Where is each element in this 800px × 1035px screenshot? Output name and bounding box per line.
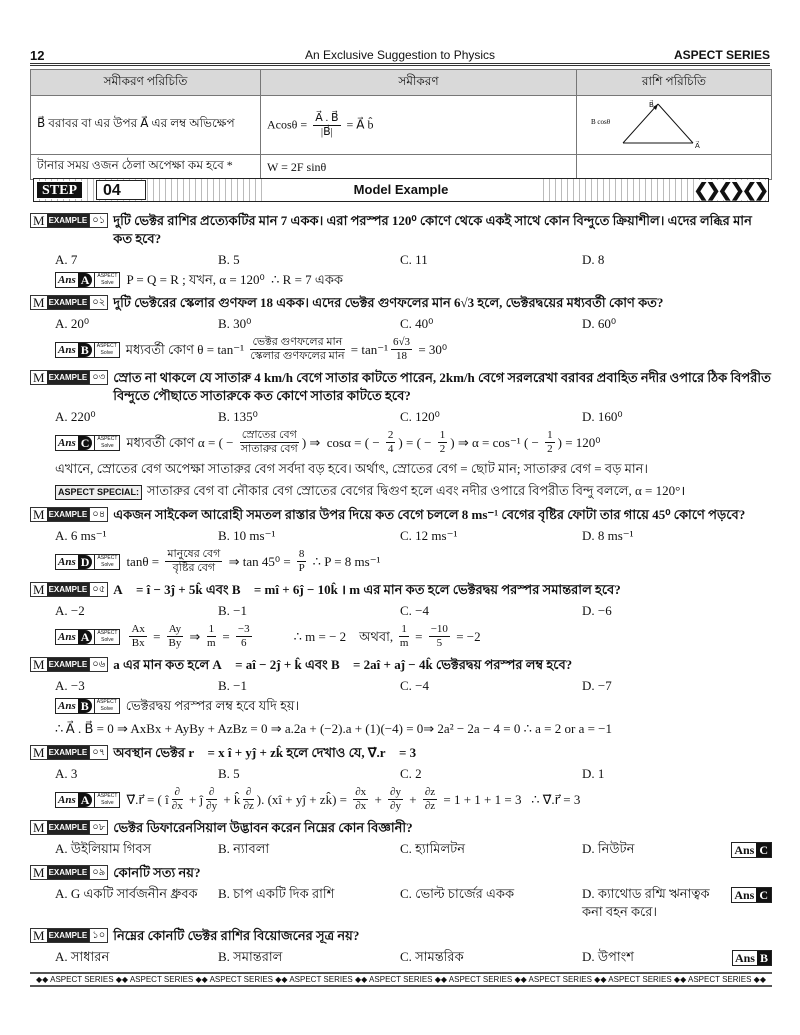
question-text: নিম্নের কোনটি ভেক্টর রাশির বিয়োজনের সূত্র নয়? [113,928,360,943]
example-block [30,864,772,921]
option-a[interactable]: A. G একটি সার্বজনীন ধ্রুবক [55,886,198,901]
solution-text: + k̂ [220,791,241,807]
solution-text: ⇒ tan 45⁰ = [225,553,294,569]
question-text: a এর মান কত হলে A⃗ = aî − 2ĵ + k̂ এবং B⃗ = 2aî + aĵ − 4k̂ ভেক্টরদ্বয় পরস্পর লম্ব হবে? [113,657,573,672]
example-block [30,744,772,813]
fraction-denominator: ∂z [243,800,254,812]
fraction-numerator: Ay [168,623,182,635]
fraction-denominator: 2 [439,443,446,455]
solution-text: ∴ m = − 2 অথবা, [254,628,397,644]
fraction [423,786,437,813]
aspect-solve-label [94,273,119,287]
example-block [30,369,772,500]
option-b[interactable]: B. −1 [218,603,248,618]
fraction [388,786,403,813]
badge-m: M [33,657,45,672]
solution-text: = [149,628,164,644]
answer-badge [55,554,120,570]
header-title: An Exclusive Suggestion to Physics [304,48,496,62]
fraction-denominator: ∂x [355,800,367,812]
solution-text: = −2 [452,628,481,644]
answer-badge [55,435,120,451]
fraction [353,786,368,813]
example-question [30,294,772,312]
fraction-numerator: ∂ [206,786,217,800]
footer-strip: ◆◆ ASPECT SERIES ◆◆ ASPECT SERIES ◆◆ ASPECT SERIES ◆◆ ASPECT SERIES ◆◆ ASPECT SERIES ◆◆ ASPECT SERIES ◆◆ ASPECT SERIES ◆◆ ASPECT SERIES ◆◆ ASPECT SERIES ◆◆ [30,972,772,987]
fraction-numerator: ∂x [355,786,367,798]
fraction-numerator: 1 [401,623,407,635]
option-c[interactable]: C. হ্যামিলটন [400,841,466,856]
aspect-solve-label [94,630,119,644]
option-b[interactable]: B. ন্যাবলা [218,841,270,856]
option-b[interactable]: B. 5 [218,252,240,267]
options-row [30,251,772,269]
fraction [297,548,307,575]
badge-example: EXAMPLE [48,373,88,382]
example-number: ০২ [89,296,107,309]
option-d[interactable]: D. 8 ms⁻¹ [582,528,634,543]
options-row [30,315,772,333]
example-number: ০৭ [89,746,107,759]
fraction [545,429,555,456]
example-block [30,927,772,966]
solution-text: ) ⇒ α = cos⁻¹ ( − [450,434,543,450]
example-block [30,581,772,650]
aspect-solve-label [94,555,119,569]
options-row [30,840,772,858]
answer-label: Ans [734,888,755,902]
fraction-numerator: Ax [131,623,145,635]
badge-m: M [33,745,45,760]
solution [55,786,772,813]
fraction-numerator: −10 [430,623,448,635]
badge-example: EXAMPLE [48,216,88,225]
options-row [30,948,772,966]
question-text: অবস্থান ভেক্টর r⃗ = x î + yĵ + zk̂ হলে দেখাও যে, ∇⃗.r⃗ = 3 [113,745,417,760]
option-c[interactable]: C. 11 [400,252,428,267]
solution-text: + [405,791,420,807]
option-b[interactable]: B. 135⁰ [218,409,258,424]
options-row [30,677,772,695]
fraction [386,429,396,456]
fraction-denominator: ∂x [171,800,183,812]
label-a: A⃗ [695,142,700,148]
answer-badge [55,342,120,358]
eq-denominator: |B⃗| [320,125,333,138]
fraction-denominator: 6 [241,637,247,649]
solution-text: ভেক্টরদ্বয় পরস্পর লম্ব হবে যদি হয়। [125,698,300,713]
option-c[interactable]: C. 120⁰ [400,409,440,424]
solution-note: এখানে, স্রোতের বেগ অপেক্ষা সাতারুর বেগ সর্বদা বড় হবে। অর্থাৎ, স্রোতের বেগ = ছোট মান; সাতারুর বেগ = বড় মান। [55,461,649,476]
example-number: ০৯ [89,866,107,879]
chevron-decoration-icon: ❮❯❮❯❮❯ [693,180,766,200]
solution [55,548,772,575]
question-text: একজন সাইকেল আরোহী সমতল রাস্তার উপর দিয়ে কত বেগে চললে 8 ms⁻¹ বেগের বৃষ্টির ফোটা তার গায়ে 45⁰ কোণে পড়বে? [113,507,746,522]
question-text: A⃗ = î − 3ĵ + 5k̂ এবং B⃗ = mî + 6ĵ − 10k̂ । m এর মান কত হলে ভেক্টরদ্বয় পরস্পর সমান্তরাল হবে? [113,582,621,597]
solution-text: = 30⁰ [415,341,448,357]
fraction-numerator: ∂ [172,786,183,800]
badge-m: M [33,213,45,228]
solution-text: ⇒ [186,628,204,644]
solution-text: + [371,791,386,807]
option-c[interactable]: C. সামন্তরিক [400,949,464,964]
aspect-special [55,482,772,500]
fraction-numerator: 1 [208,623,215,635]
examples-list [30,0,772,966]
fraction-numerator: −3 [237,623,250,635]
fraction-denominator: m [399,637,409,649]
badge-example: EXAMPLE [48,823,88,832]
example-badge [30,745,108,760]
fraction [129,623,146,650]
fraction [165,548,222,575]
badge-m: M [33,582,45,597]
row-intro: টানার সময় ওজন ঠেলা অপেক্ষা কম হবে * [31,155,261,180]
answer-letter: B [78,699,92,713]
badge-example: EXAMPLE [48,931,88,940]
option-d[interactable]: D. 8 [582,252,605,267]
example-badge [30,213,108,228]
solution-text: ). (xî + yĵ + zk̂) = [256,791,351,807]
option-b[interactable]: B. সমান্তরাল [218,949,283,964]
aspect-text: ASPECT [97,273,118,279]
option-c[interactable]: C. ভোল্ট চার্জের একক [400,886,515,901]
example-badge [30,582,108,597]
example-question [30,864,772,882]
solution-text: ) = ( − [398,434,435,450]
example-block [30,656,772,738]
fraction-numerator: ∂z [424,786,436,798]
example-question [30,656,772,674]
badge-m: M [33,507,45,522]
solution-text: মধ্যবর্তী কোণ α = ( − [126,434,237,450]
fraction-denominator: P [298,562,305,574]
solution [55,336,772,363]
fraction-numerator: ভেক্টর গুণফলের মান [250,336,344,350]
example-block [30,212,772,288]
fraction-denominator: ∂z [424,800,436,812]
question-text: ভেক্টর ডিফারেনসিয়াল উদ্ভাবন করেন নিম্নের কোন বিজ্ঞানী? [113,820,413,835]
answer-label: Ans [58,700,76,712]
fraction [207,623,217,650]
badge-example: EXAMPLE [48,868,88,877]
fraction-numerator: 6√3 [393,336,411,348]
fraction-denominator: 5 [436,637,443,649]
page-number: 12 [30,48,45,63]
option-d[interactable]: D. −7 [582,678,612,693]
badge-m: M [33,820,45,835]
question-text: দুটি ভেক্টর রাশির প্রত্যেকটির মান 7 একক। এরা পরস্পর 120⁰ কোণে থেকে একই সাথে কোন বিন্দুতে ক্রিয়াশীল। এদের লব্ধির মান কত হবে? [113,213,752,246]
fraction-denominator: সাতারুর বেগ [240,443,298,455]
solve-text: Solve [101,799,114,806]
aspect-solve-label [94,343,119,357]
section-title: Model Example [264,179,538,201]
options-row [30,527,772,545]
example-question [30,212,772,248]
fraction-denominator: 2 [547,443,553,455]
fraction-numerator: ∂ [243,786,253,800]
answer-letter: C [756,888,771,902]
fraction-denominator: ∂y [206,800,218,812]
option-b[interactable]: B. 5 [218,766,240,781]
option-a[interactable]: A. −2 [55,603,85,618]
fraction-denominator: 18 [396,350,408,362]
badge-example: EXAMPLE [48,660,88,669]
fraction [236,623,252,650]
answer-label: Ans [734,951,755,965]
badge-example: EXAMPLE [48,748,88,757]
example-question [30,369,772,405]
solution-text: ∴ P = 8 ms⁻¹ [309,553,381,569]
aspect-special-label: ASPECT SPECIAL: [55,485,142,500]
option-a[interactable]: A. 6 ms⁻¹ [55,528,107,543]
option-a[interactable]: A. উইলিয়াম গিবস [55,841,152,856]
badge-m: M [33,295,45,310]
col-header-equation: সমীকরণ [261,70,577,96]
label-bcos: B cosθ [591,118,611,126]
fraction-numerator: 1 [547,429,553,441]
example-number: ০৫ [89,583,107,596]
option-d[interactable]: D. 1 [582,766,605,781]
solution-text: মধ্যবর্তী কোণ θ = tan⁻¹ [125,341,248,357]
answer-letter: A [78,273,93,287]
answer-key [731,887,772,903]
option-a[interactable]: A. −3 [55,678,85,693]
example-badge [30,370,108,385]
example-number: ১০ [89,929,107,942]
example-badge [30,820,108,835]
example-block [30,294,772,363]
fraction [399,623,409,650]
fraction [206,786,217,813]
solve-text: Solve [101,561,114,568]
fraction-denominator: Bx [131,637,145,649]
answer-badge [55,792,120,808]
example-badge [30,657,108,672]
solution-text: = 1 + 1 + 1 = 3 ∴ ∇⃗.r⃗ = 3 [440,791,581,807]
solve-text: Solve [101,442,114,449]
answer-badge [55,629,120,645]
aspect-special-text: সাতারুর বেগ বা নৌকার বেগ স্রোতের বেগের দ্বিগুণ হলে এবং নদীর ওপারে বিপরীত বিন্দু বললে, α = 120°। [147,483,686,498]
series-name: ASPECT SERIES [673,48,770,62]
options-row [30,408,772,426]
options-row [30,885,772,921]
badge-m: M [33,370,45,385]
aspect-text: ASPECT [96,342,117,349]
answer-label: Ans [58,274,76,286]
example-question [30,744,772,762]
option-b[interactable]: B. 10 ms⁻¹ [218,528,276,543]
aspect-solve-label [94,699,119,713]
answer-letter: B [757,951,771,965]
fraction [429,623,450,650]
option-d[interactable]: D. নিউটন [582,841,635,856]
solution-text: ∇⃗.r⃗ = ( î [126,791,169,807]
eq-right: = A⃗ b̂ [346,116,374,131]
fraction [172,786,183,813]
question-text: কোনটি সত্য নয়? [113,865,201,880]
option-b[interactable]: B. 30⁰ [218,316,252,331]
solution-text: = tan⁻¹ [347,341,389,357]
solve-text: Solve [101,636,114,643]
question-text: দুটি ভেক্টরের স্কেলার গুণফল 18 একক। এদের ভেক্টর গুণফলের মান 6√3 হলে, ভেক্টরদ্বয়ের মধ্যবর্তী কোণ কত? [113,295,664,310]
question-text: স্রোত না থাকলে যে সাতারু 4 km/h বেগে সাতার কাটতে পারেন, 2km/h বেগে সরলরেখা বরাবর প্রবাহিত নদীর ওপারে ঠিক বিপরীত বিন্দুতে পৌছাতে সাতারুকে কত কোণে সাতার কাটতে হবে? [113,370,771,403]
example-badge [30,507,108,522]
col-header-intro: সমীকরণ পরিচিতি [31,70,261,96]
answer-label: Ans [58,793,76,806]
option-d[interactable]: D. উপাংশ [582,949,634,964]
solution-text: = [219,628,233,644]
fraction-denominator: By [168,637,182,649]
answer-letter: A [78,630,93,644]
fraction-denominator: m [207,637,216,649]
solution [55,623,772,650]
example-question [30,927,772,945]
option-c[interactable]: C. 2 [400,766,422,781]
solution-text: tanθ = [126,553,163,569]
option-c[interactable]: C. −4 [400,603,430,618]
solution-text: = [411,628,426,644]
answer-letter: C [756,843,771,857]
solve-text: Solve [100,706,114,712]
example-number: ০৩ [89,371,107,384]
aspect-text: ASPECT [97,629,118,636]
row-equation: W = 2F sinθ [261,155,577,180]
solution-text: P = Q = R ; যখন, α = 120⁰ ∴ R = 7 একক [126,272,344,287]
badge-m: M [33,865,45,880]
fraction [438,429,448,456]
answer-badge [55,698,120,714]
example-badge [30,928,108,943]
option-c[interactable]: C. −4 [400,678,430,693]
option-a[interactable]: A. 7 [55,252,78,267]
fraction-denominator: 4 [387,443,394,455]
fraction-denominator: বৃষ্টির বেগ [172,562,216,574]
solve-text: Solve [100,349,114,356]
eq-left: Acosθ = [267,116,308,131]
example-number: ০১ [89,214,107,227]
option-d[interactable]: D. 160⁰ [582,409,623,424]
col-header-quantity: রাশি পরিচিতি [577,70,772,96]
answer-letter: D [78,555,93,569]
solution-text: ) = 120⁰ [557,434,601,450]
option-a[interactable]: A. সাধারন [55,949,110,964]
solve-text: Solve [101,280,114,286]
example-number: ০৮ [89,821,107,834]
example-question [30,819,772,837]
aspect-solve-label [94,793,119,807]
options-row [30,765,772,783]
fraction [167,623,183,650]
option-d[interactable]: D. ক্যাথোড রশ্মি ঋনাত্বক কনা বহন করে। [582,886,710,919]
answer-label: Ans [58,630,76,643]
option-d[interactable]: D. −6 [582,603,612,618]
badge-example: EXAMPLE [48,510,88,519]
answer-label: Ans [58,436,76,449]
option-b[interactable]: B. চাপ একটি দিক রাশি [218,886,335,901]
fraction-numerator: 8 [298,548,305,560]
example-question [30,581,772,599]
fraction [391,336,412,363]
answer-letter: C [78,436,93,450]
fraction-denominator: ∂y [390,800,401,812]
option-d[interactable]: D. 60⁰ [582,316,617,331]
eq-numerator: A⃗ . B⃗ [315,111,339,124]
answer-badge [55,272,120,288]
answer-letter: A [78,793,93,807]
answer-label: Ans [58,555,76,568]
row-intro: B⃗ বরাবর বা এর উপর A⃗ এর লম্ব অভিক্ষেপ [31,96,261,155]
option-a[interactable]: A. 3 [55,766,78,781]
option-c[interactable]: C. 40⁰ [400,316,434,331]
aspect-text: ASPECT [97,792,118,799]
option-a[interactable]: A. 20⁰ [55,316,90,331]
label-b: B⃗ [649,101,654,109]
example-block [30,819,772,858]
aspect-text: ASPECT [97,435,118,442]
fraction [240,429,299,456]
answer-label: Ans [734,843,755,857]
answer-key [732,950,772,966]
example-block [30,506,772,575]
example-badge [30,865,108,880]
solution [55,272,772,288]
example-number: ০৪ [89,508,107,521]
badge-example: EXAMPLE [48,298,88,307]
solution [55,429,772,456]
answer-letter: B [78,343,92,357]
step-number: 04 [96,180,146,200]
fraction-numerator: 2 [387,429,394,441]
fraction-denominator: স্কেলার গুণফলের মান [250,350,345,362]
badge-m: M [33,928,45,943]
fraction-numerator: মানুষের বেগ [167,548,221,560]
solution-text: ) ⇒ cosα = ( − [301,434,383,450]
fraction-numerator: ∂y [390,786,401,798]
badge-example: EXAMPLE [48,585,88,594]
fraction-numerator: স্রোতের বেগ [241,429,297,441]
aspect-text: ASPECT [97,554,118,561]
answer-label: Ans [58,343,76,356]
example-badge [30,295,108,310]
fraction [243,786,253,813]
example-number: ০৬ [89,658,107,671]
example-question [30,506,772,524]
options-row [30,602,772,620]
option-b[interactable]: B. −1 [218,678,248,693]
solution-text: + ĵ [185,791,204,807]
answer-key [731,842,772,858]
aspect-text: ASPECT [96,699,117,705]
fraction-numerator: 1 [439,429,446,441]
solution-equation: ∴ A⃗ . B⃗ = 0 ⇒ AxBx + AyBy + AzBz = 0 ⇒ a.2a + (−2).a + (1)(−4) = 0⇒ 2a² − 2a − 4 = 0 ∴ a = 2 or a = −1 [55,721,613,736]
aspect-solve-label [94,436,119,450]
solution [55,698,772,714]
option-c[interactable]: C. 12 ms⁻¹ [400,528,458,543]
fraction [250,336,344,363]
step-label: STEP [36,181,83,199]
option-a[interactable]: A. 220⁰ [55,409,96,424]
